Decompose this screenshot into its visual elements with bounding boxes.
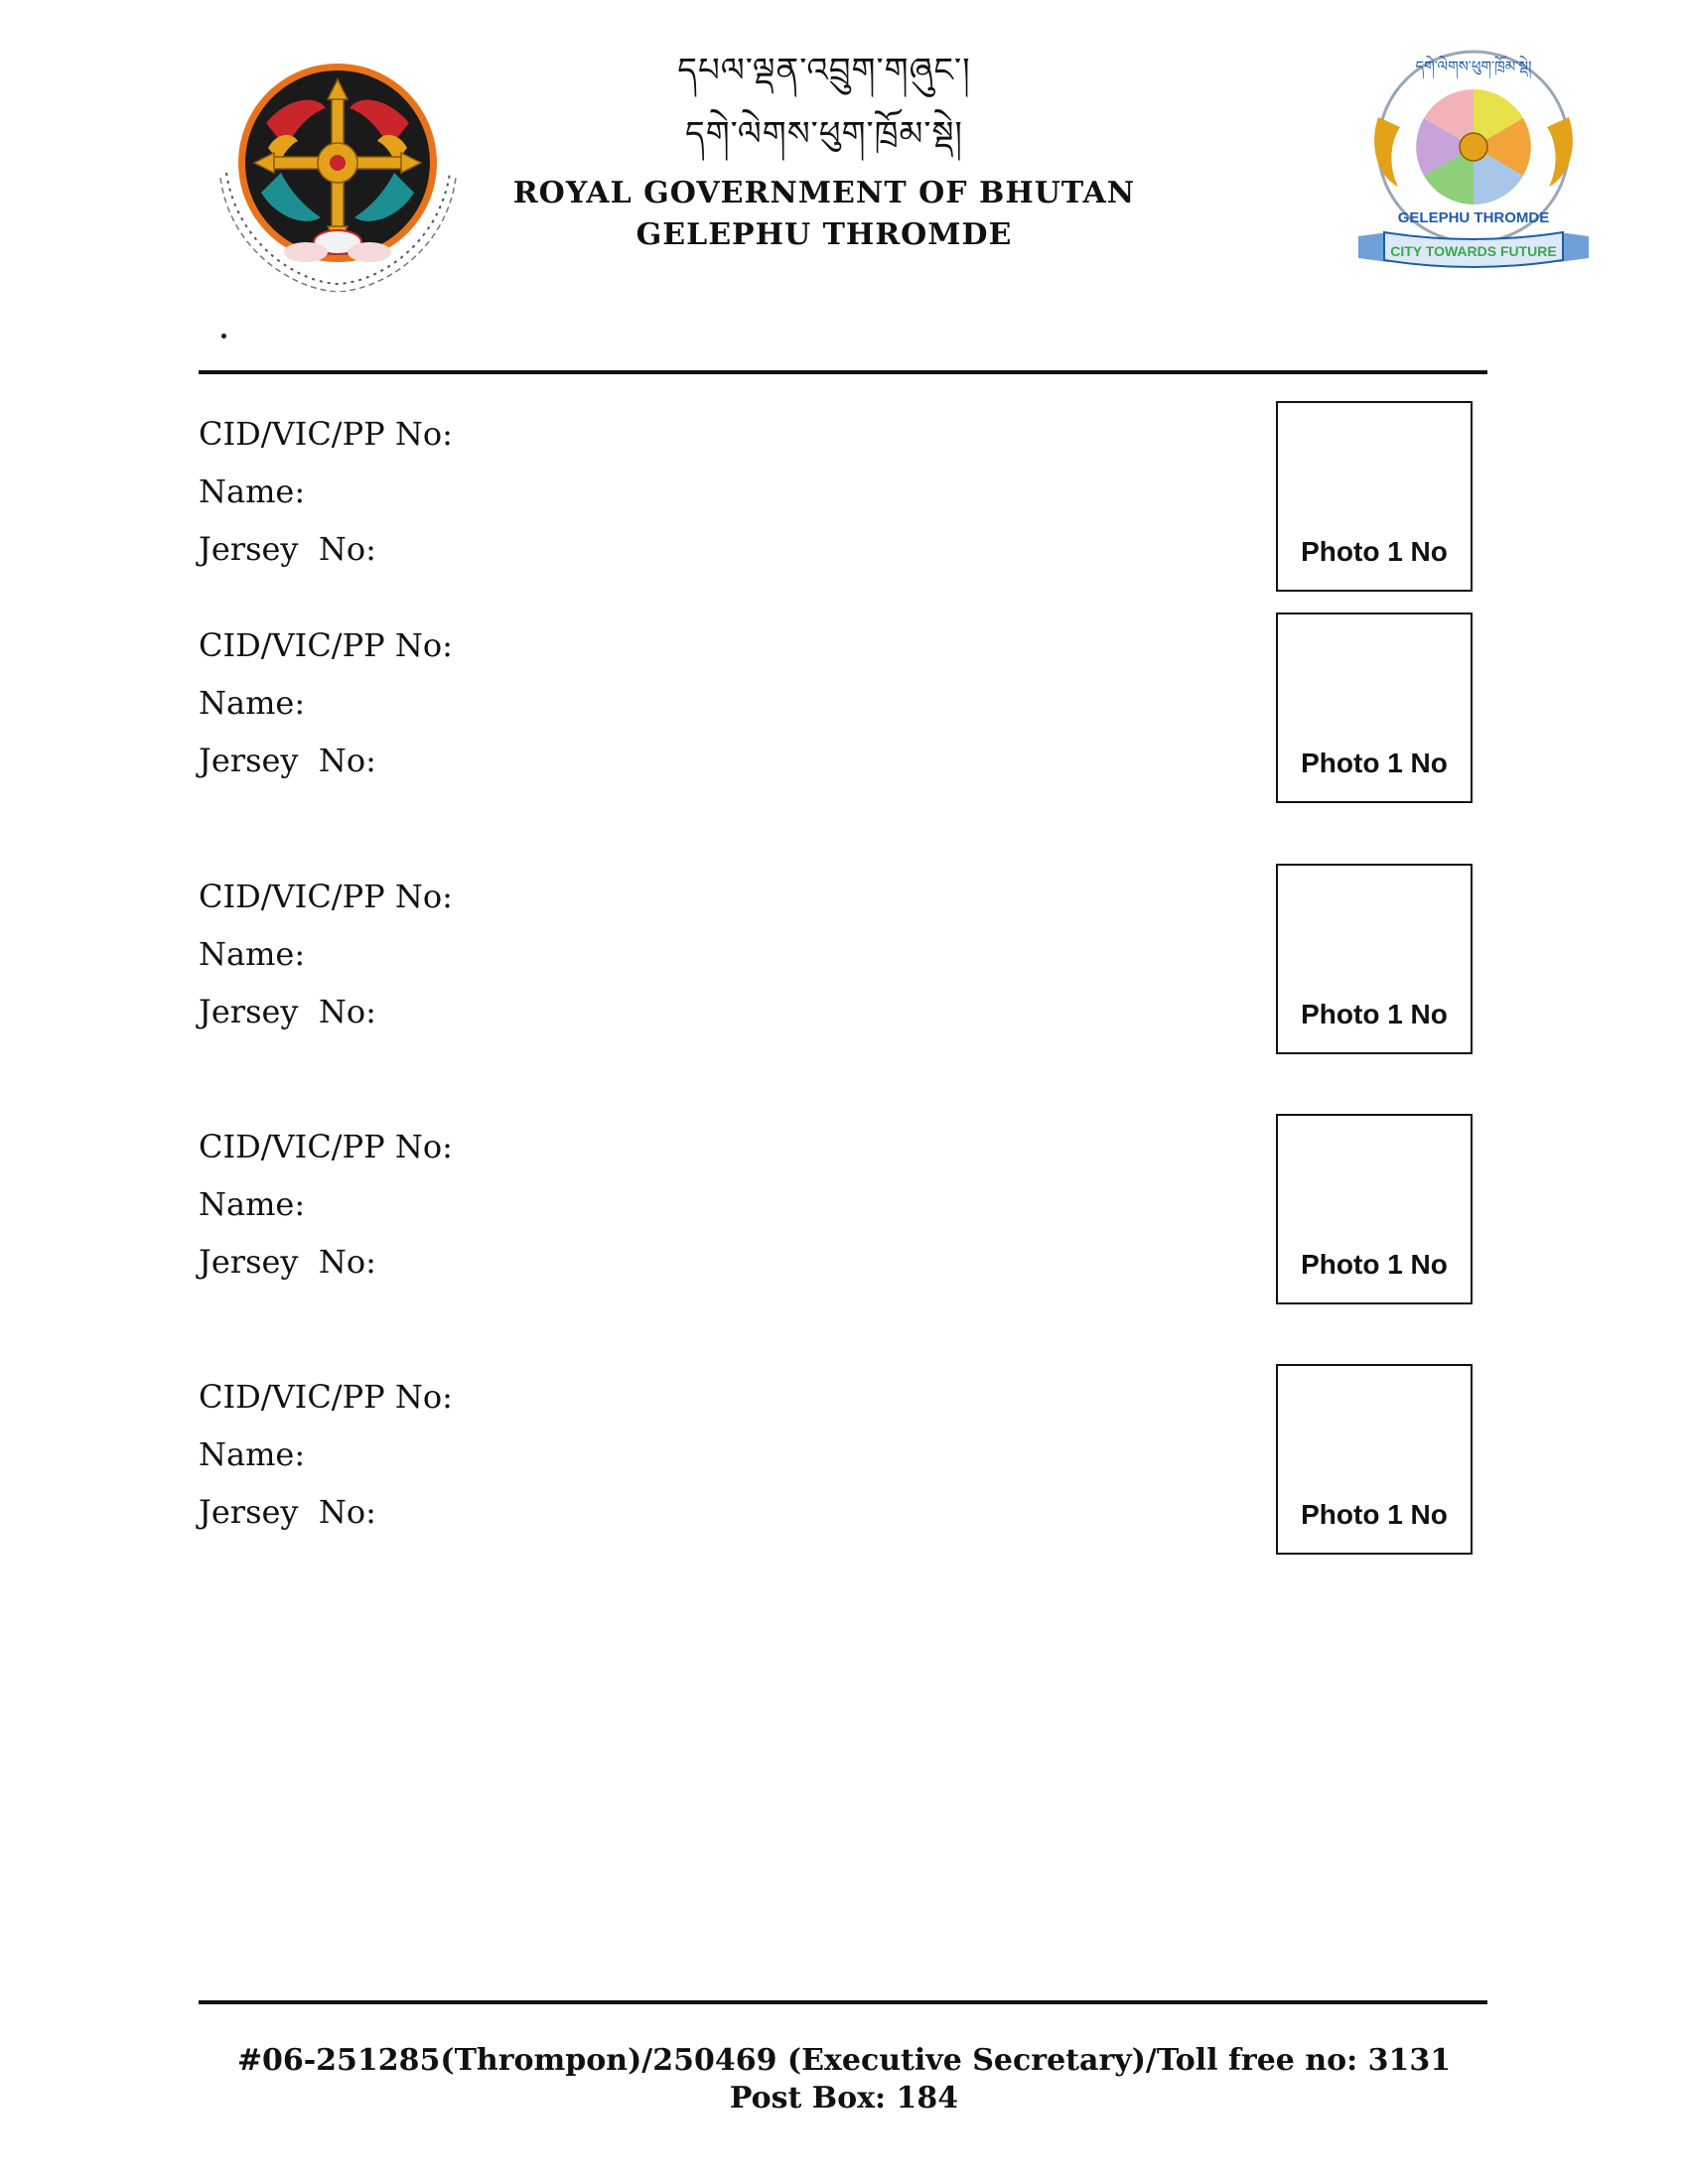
contact-numbers: #06-251285(Thrompon)/250469 (Executive Secretary)/Toll free no: 3131 <box>236 2043 1452 2078</box>
cid-field-label: CID/VIC/PP No: <box>199 878 453 915</box>
cid-field-label: CID/VIC/PP No: <box>199 1128 453 1165</box>
dzongkha-title-line-1: དཔལ་ལྡན་འབྲུག་གཞུང་། <box>677 51 971 90</box>
jersey-field-label: Jersey No: <box>199 530 376 568</box>
header-divider <box>199 370 1487 374</box>
name-field-label: Name: <box>199 684 306 722</box>
participant-entry <box>199 625 1479 824</box>
photo-box <box>1276 864 1473 1054</box>
government-title: ROYAL GOVERNMENT OF BHUTAN <box>512 176 1136 210</box>
royal-government-emblem-icon <box>207 54 465 292</box>
photo-label: Photo 1 No <box>1301 536 1448 567</box>
logo-top-script: དགེ་ལེགས་ཕུག་ཁྲོམ་སྡེ། <box>1415 58 1532 75</box>
photo-box <box>1276 1364 1473 1555</box>
office-title: GELEPHU THROMDE <box>635 217 1013 252</box>
letterhead <box>477 50 1172 256</box>
name-field-label: Name: <box>199 935 306 973</box>
name-field-label: Name: <box>199 1185 306 1223</box>
photo-label: Photo 1 No <box>1301 748 1448 778</box>
participant-entry <box>199 1377 1479 1575</box>
photo-box <box>1276 613 1473 803</box>
name-field-label: Name: <box>199 473 306 510</box>
stray-dot <box>221 334 226 339</box>
dzongkha-title-line-2: དགེ་ལེགས་ཕུག་ཁྲོམ་སྡེ། <box>685 114 963 154</box>
name-field-label: Name: <box>199 1435 306 1473</box>
participant-entry <box>199 414 1479 613</box>
cid-field-label: CID/VIC/PP No: <box>199 1378 453 1416</box>
jersey-field-label: Jersey No: <box>199 742 376 779</box>
gelephu-thromde-logo-icon <box>1348 38 1599 276</box>
jersey-field-label: Jersey No: <box>199 1493 376 1531</box>
photo-box <box>1276 1114 1473 1304</box>
logo-arc-text: GELEPHU THROMDE <box>1397 209 1550 226</box>
participant-entry <box>199 1127 1479 1325</box>
cid-field-label: CID/VIC/PP No: <box>199 626 453 664</box>
jersey-field-label: Jersey No: <box>199 1243 376 1281</box>
photo-label: Photo 1 No <box>1301 1249 1448 1280</box>
participant-entry <box>199 877 1479 1075</box>
photo-label: Photo 1 No <box>1301 1499 1448 1530</box>
cid-field-label: CID/VIC/PP No: <box>199 415 453 453</box>
footer-divider <box>199 2000 1487 2004</box>
photo-label: Photo 1 No <box>1301 999 1448 1029</box>
photo-box <box>1276 401 1473 592</box>
jersey-field-label: Jersey No: <box>199 993 376 1030</box>
post-box: Post Box: 184 <box>729 2081 959 2116</box>
logo-banner-text: CITY TOWARDS FUTURE <box>1390 243 1557 259</box>
